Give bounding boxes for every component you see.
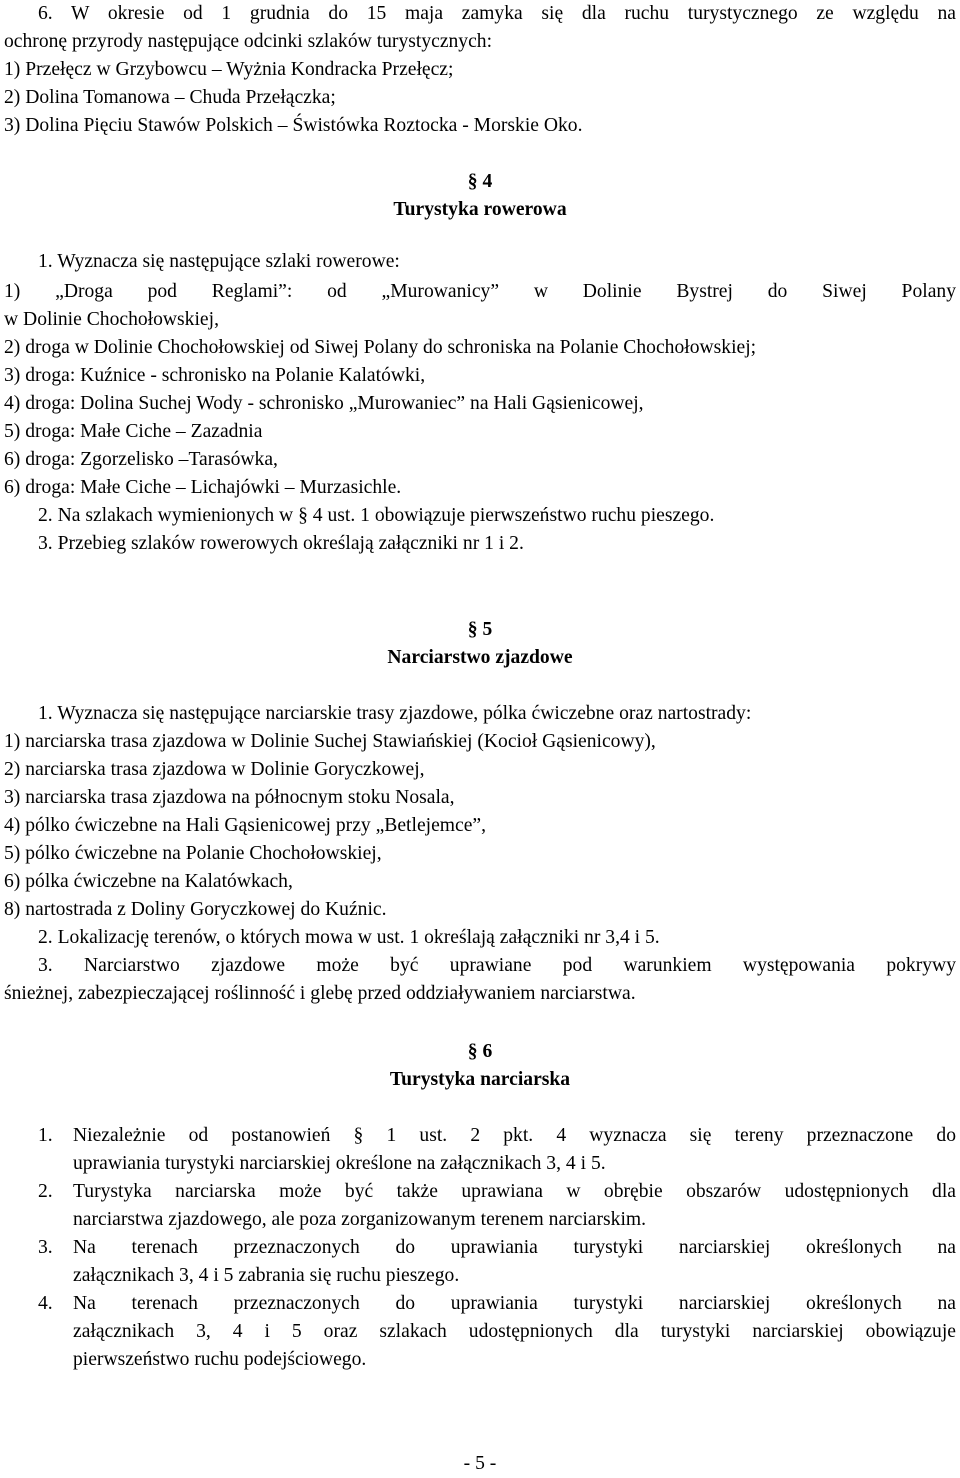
paragraph-line: załącznikach 3, 4 i 5 oraz szlakach udostępnionych dla turystyki narciarskiej obowiązuje (73, 1321, 956, 1342)
item-number: 2. (38, 1181, 53, 1202)
paragraph-line: załącznikach 3, 4 i 5 zabrania się ruchu pieszego. (73, 1265, 460, 1286)
section-number: § 6 (467, 1041, 493, 1062)
section-number: § 5 (467, 619, 493, 640)
paragraph-line: Na terenach przeznaczonych do uprawiania turystyki narciarskiej określonych na (73, 1237, 956, 1258)
paragraph-line: 1. Wyznacza się następujące narciarskie trasy zjazdowe, pólka ćwiczebne oraz nartostrady: (38, 703, 752, 724)
list-item: 3) Dolina Pięciu Stawów Polskich – Świstówka Roztocka - Morskie Oko. (4, 115, 583, 136)
list-item: 1) Przełęcz w Grzybowcu – Wyżnia Kondracka Przełęcz; (4, 59, 454, 80)
paragraph-line: 3. Przebieg szlaków rowerowych określają załączniki nr 1 i 2. (38, 533, 524, 554)
list-item: 2) droga w Dolinie Chochołowskiej od Siwej Polany do schroniska na Polanie Chochołowskiej; (4, 337, 757, 358)
item-number: 4. (38, 1293, 53, 1314)
paragraph-line: narciarstwa zjazdowego, ale poza zorganizowanym terenem narciarskim. (73, 1209, 647, 1230)
paragraph-line: 2. Na szlakach wymienionych w § 4 ust. 1 obowiązuje pierwszeństwo ruchu pieszego. (38, 505, 715, 526)
section-number: § 4 (467, 171, 493, 192)
paragraph-line: Turystyka narciarska może być także uprawiana w obrębie obszarów udostępnionych dla (73, 1181, 956, 1202)
list-item: 6) droga: Zgorzelisko –Tarasówka, (4, 449, 278, 470)
list-item: 2) narciarska trasa zjazdowa w Dolinie Goryczkowej, (4, 759, 425, 780)
paragraph-line: ochronę przyrody następujące odcinki szlaków turystycznych: (4, 31, 493, 52)
list-item: 6) pólka ćwiczebne na Kalatówkach, (4, 871, 293, 892)
item-number: 1. (38, 1125, 53, 1146)
paragraph-line: uprawiania turystyki narciarskiej określone na załącznikach 3, 4 i 5. (73, 1153, 606, 1174)
list-item: 8) nartostrada z Doliny Goryczkowej do Kuźnic. (4, 899, 387, 920)
section-title: Narciarstwo zjazdowe (387, 647, 573, 668)
list-item: 3) droga: Kuźnice - schronisko na Polanie Kalatówki, (4, 365, 426, 386)
paragraph-line: Na terenach przeznaczonych do uprawiania turystyki narciarskiej określonych na (73, 1293, 956, 1314)
paragraph-line: 1. Wyznacza się następujące szlaki rowerowe: (38, 251, 400, 272)
list-item: 6) droga: Małe Ciche – Lichajówki – Murzasichle. (4, 477, 402, 498)
paragraph-line: 6. W okresie od 1 grudnia do 15 maja zamyka się dla ruchu turystycznego ze względu na (38, 3, 956, 24)
list-item: 4) pólko ćwiczebne na Hali Gąsienicowej przy „Betlejemce”, (4, 815, 487, 836)
list-item: w Dolinie Chochołowskiej, (4, 309, 219, 330)
page-number: - 5 - (463, 1453, 497, 1474)
list-item: 5) pólko ćwiczebne na Polanie Chochołowskiej, (4, 843, 382, 864)
paragraph-line: pierwszeństwo ruchu podejściowego. (73, 1349, 367, 1370)
section-title: Turystyka narciarska (389, 1069, 571, 1090)
paragraph-line: Niezależnie od postanowień § 1 ust. 2 pkt. 4 wyznacza się tereny przeznaczone do (73, 1125, 956, 1146)
list-item: 4) droga: Dolina Suchej Wody - schronisko „Murowaniec” na Hali Gąsienicowej, (4, 393, 644, 414)
paragraph-line: 2. Lokalizację terenów, o których mowa w ust. 1 określają załączniki nr 3,4 i 5. (38, 927, 660, 948)
section-title: Turystyka rowerowa (393, 199, 567, 220)
item-number: 3. (38, 1237, 53, 1258)
paragraph-line: 3. Narciarstwo zjazdowe może być uprawiane pod warunkiem występowania pokrywy (38, 955, 956, 976)
list-item: 1) narciarska trasa zjazdowa w Dolinie Suchej Stawiańskiej (Kocioł Gąsienicowy), (4, 731, 656, 752)
list-item: 1) „Droga pod Reglami”: od „Murowanicy” w Dolinie Bystrej do Siwej Polany (4, 281, 956, 302)
list-item: 2) Dolina Tomanowa – Chuda Przełączka; (4, 87, 336, 108)
paragraph-line: śnieżnej, zabezpieczającej roślinność i glebę przed oddziaływaniem narciarstwa. (4, 983, 636, 1004)
list-item: 3) narciarska trasa zjazdowa na północnym stoku Nosala, (4, 787, 455, 808)
list-item: 5) droga: Małe Ciche – Zazadnia (4, 421, 263, 442)
